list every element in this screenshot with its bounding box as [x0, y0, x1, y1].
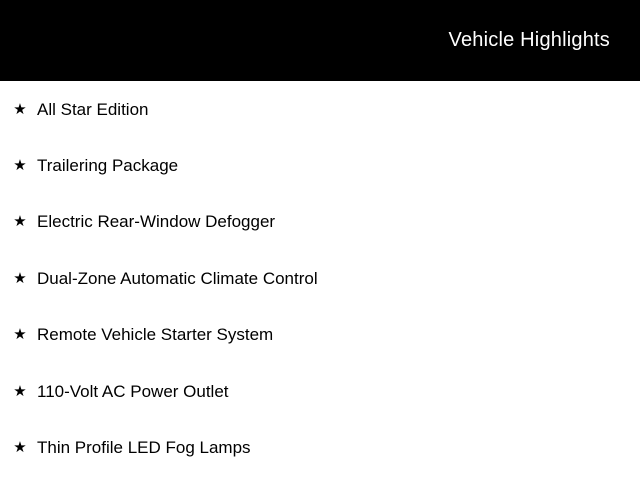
list-item-label: Thin Profile LED Fog Lamps — [37, 438, 251, 458]
star-icon: ★ — [13, 382, 27, 400]
page-title: Vehicle Highlights — [448, 28, 610, 51]
list-item — [0, 363, 640, 419]
list-item — [0, 307, 640, 363]
list-item — [0, 194, 640, 250]
star-icon: ★ — [13, 213, 27, 231]
star-icon: ★ — [13, 269, 27, 287]
header-bar — [0, 0, 640, 81]
list-item-label: Trailering Package — [37, 156, 179, 176]
list-item-label: Dual-Zone Automatic Climate Control — [37, 268, 318, 288]
star-icon: ★ — [13, 157, 27, 175]
list-item — [0, 419, 640, 475]
vehicle-highlights-list — [0, 81, 640, 476]
list-item — [0, 81, 640, 137]
list-item-label: 110-Volt AC Power Outlet — [37, 381, 229, 401]
list-item-label: Electric Rear-Window Defogger — [37, 212, 276, 232]
list-item — [0, 250, 640, 306]
list-item-label: Remote Vehicle Starter System — [37, 325, 274, 345]
star-icon: ★ — [13, 439, 27, 457]
star-icon: ★ — [13, 326, 27, 344]
star-icon: ★ — [13, 100, 27, 118]
list-item — [0, 137, 640, 193]
list-item-label: All Star Edition — [37, 99, 149, 119]
